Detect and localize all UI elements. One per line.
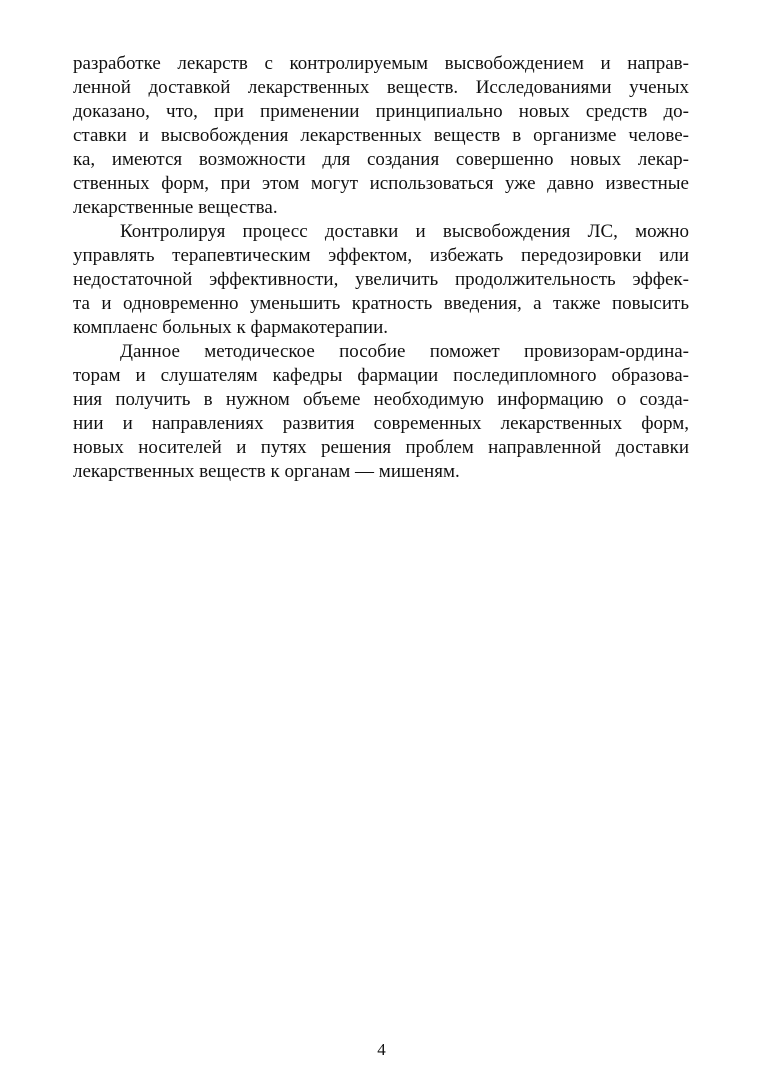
text-line: ка, имеются возможности для создания совершенно новых лекар- [73, 149, 689, 170]
text-line: ния получить в нужном объеме необходимую информацию о созда- [73, 389, 689, 410]
text-line: доказано, что, при применении принципиально новых средств до- [73, 101, 689, 122]
text-line: ставки и высвобождения лекарственных веществ в организме челове- [73, 125, 689, 146]
page-number: 4 [377, 1040, 386, 1059]
paragraph-1 [73, 52, 689, 220]
text-line: торам и слушателям кафедры фармации последипломного образова- [73, 365, 689, 386]
text-line: комплаенс больных к фармакотерапии. [73, 317, 388, 338]
text-line: ственных форм, при этом могут использоваться уже давно известные [73, 173, 689, 194]
text-line: ленной доставкой лекарственных веществ. Исследованиями ученых [73, 77, 689, 98]
paragraph-2 [73, 220, 689, 340]
paragraph-3 [73, 340, 689, 484]
text-line: Данное методическое пособие поможет провизорам-ордина- [120, 341, 689, 362]
text-line: управлять терапевтическим эффектом, избежать передозировки или [73, 245, 689, 266]
text-line: та и одновременно уменьшить кратность введения, а также повысить [73, 293, 689, 314]
text-line: лекарственные вещества. [73, 197, 278, 218]
text-line: Контролируя процесс доставки и высвобождения ЛС, можно [120, 221, 689, 242]
text-line: новых носителей и путях решения проблем направленной доставки [73, 437, 689, 458]
text-line: нии и направлениях развития современных лекарственных форм, [73, 413, 689, 434]
text-line: лекарственных веществ к органам — мишеням. [73, 461, 460, 482]
document-body [73, 52, 689, 484]
text-line: разработке лекарств с контролируемым высвобождением и направ- [73, 53, 689, 74]
text-line: недостаточной эффективности, увеличить продолжительность эффек- [73, 269, 689, 290]
